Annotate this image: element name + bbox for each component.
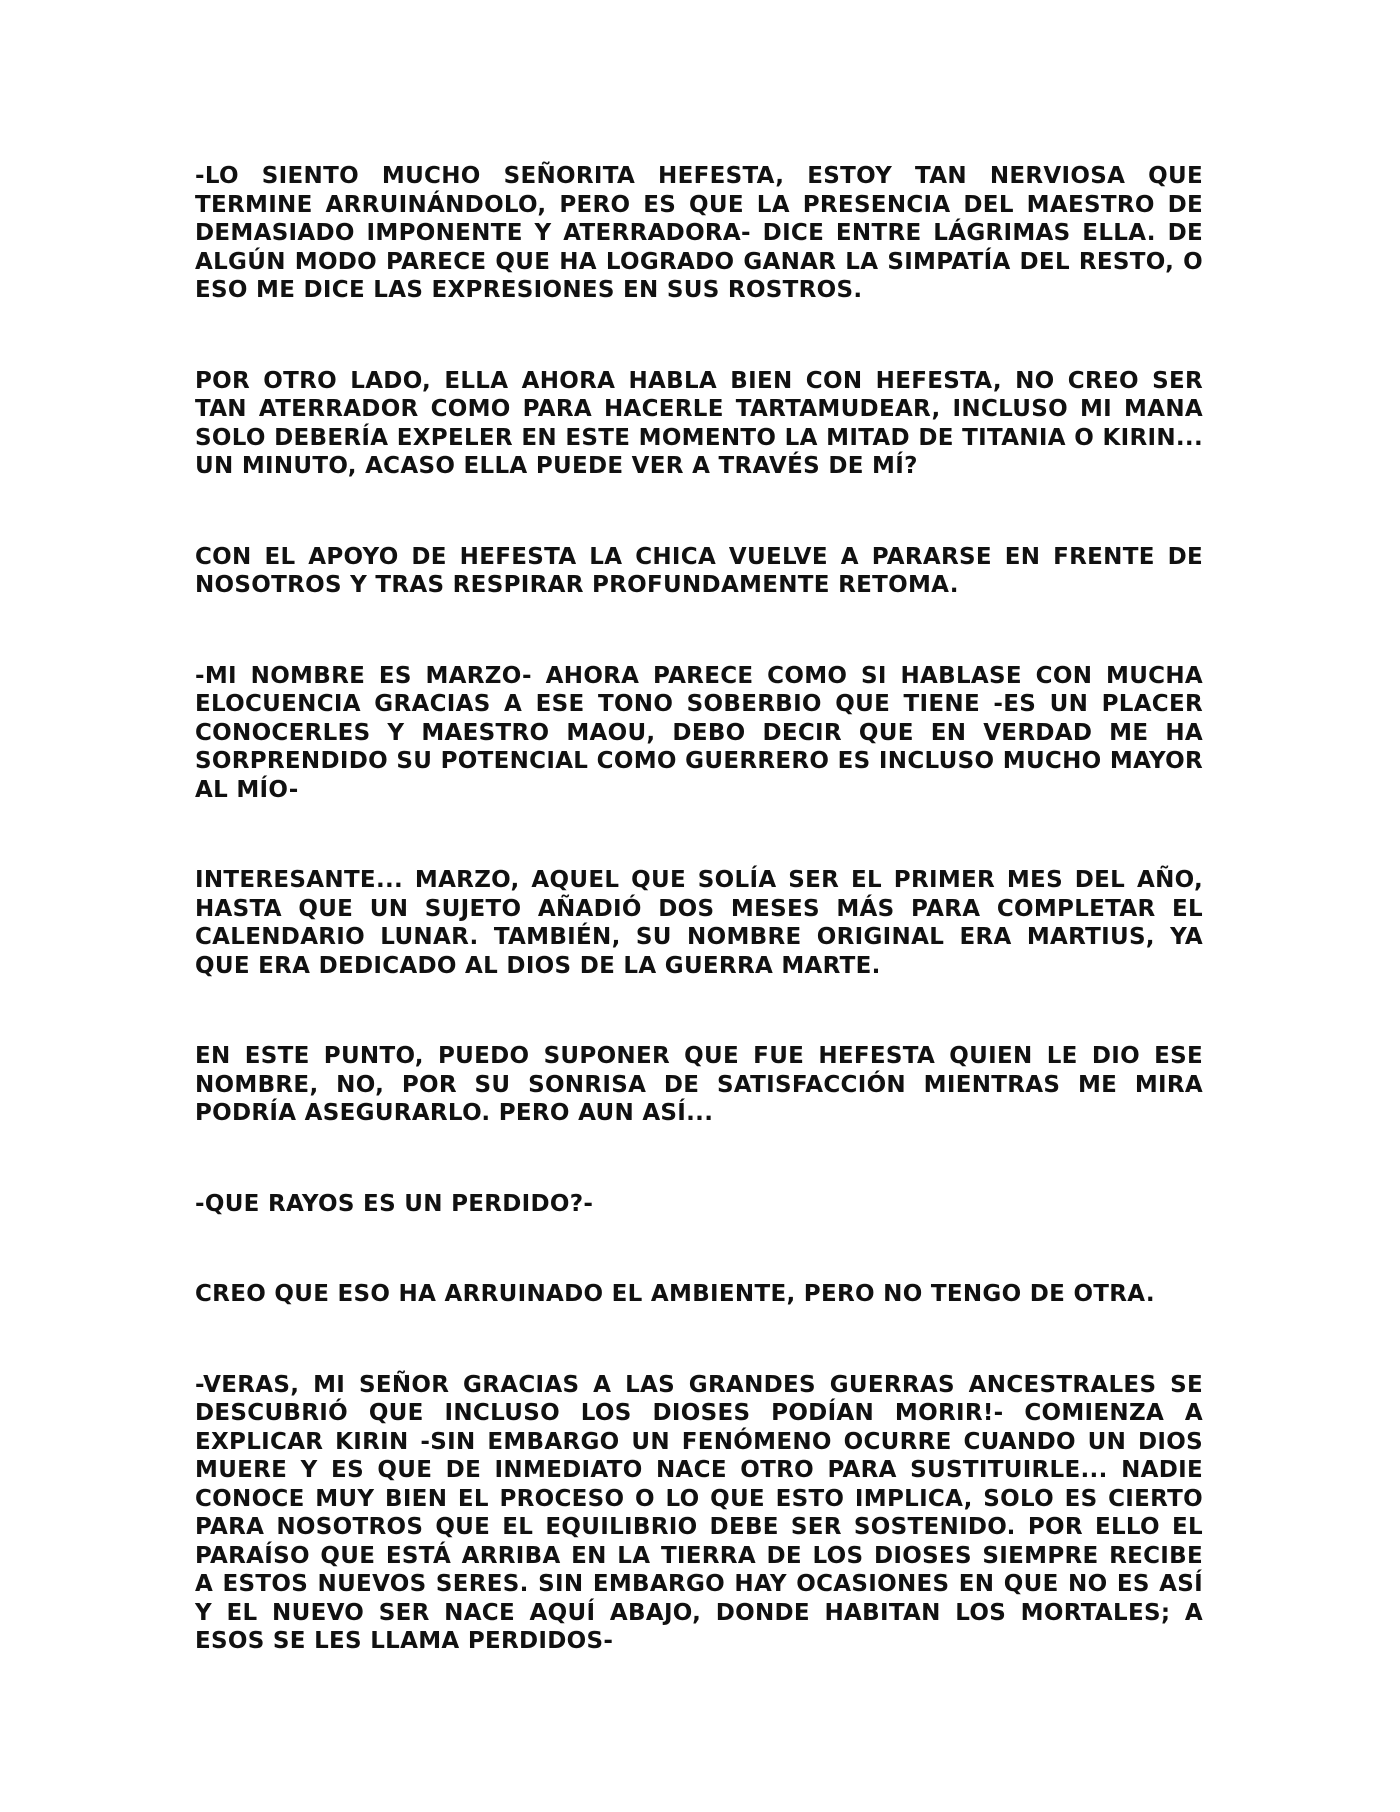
paragraph-7: -QUE RAYOS ES UN PERDIDO?-: [195, 1190, 594, 1217]
paragraph-5: INTERESANTE... MARZO, AQUEL QUE SOLÍA SER EL PRIMER MES DEL AÑO, HASTA QUE UN SUJETO AÑADIÓ DOS MESES MÁS PARA COMPLETAR EL CALENDARIO LUNAR. TAMBIÉN, SU NOMBRE ORIGINAL ERA MARTIUS, YA QUE ERA DEDICADO AL DIOS DE LA GUERRA MARTE.: [195, 867, 1203, 979]
paragraph-2: POR OTRO LADO, ELLA AHORA HABLA BIEN CON HEFESTA, NO CREO SER TAN ATERRADOR COMO PARA HACERLE TARTAMUDEAR, INCLUSO MI MANA SOLO DEBERÍA EXPELER EN ESTE MOMENTO LA MITAD DE TITANIA O KIRIN... UN MINUTO, ACASO ELLA PUEDE VER A TRAVÉS DE MÍ?: [195, 367, 1203, 479]
paragraph-3: CON EL APOYO DE HEFESTA LA CHICA VUELVE A PARARSE EN FRENTE DE NOSOTROS Y TRAS RESPIRAR PROFUNDAMENTE RETOMA.: [195, 543, 1203, 598]
document-page: [195, 162, 1203, 1656]
paragraph-6: EN ESTE PUNTO, PUEDO SUPONER QUE FUE HEFESTA QUIEN LE DIO ESE NOMBRE, NO, POR SU SONRISA DE SATISFACCIÓN MIENTRAS ME MIRA PODRÍA ASEGURARLO. PERO AUN ASÍ...: [195, 1043, 1203, 1126]
paragraph-1: -LO SIENTO MUCHO SEÑORITA HEFESTA, ESTOY TAN NERVIOSA QUE TERMINE ARRUINÁNDOLO, PERO ES QUE LA PRESENCIA DEL MAESTRO DE DEMASIADO IMPONENTE Y ATERRADORA- DICE ENTRE LÁGRIMAS ELLA. DE ALGÚN MODO PARECE QUE HA LOGRADO GANAR LA SIMPATÍA DEL RESTO, O ESO ME DICE LAS EXPRESIONES EN SUS ROSTROS.: [195, 163, 1203, 303]
paragraph-4: -MI NOMBRE ES MARZO- AHORA PARECE COMO SI HABLASE CON MUCHA ELOCUENCIA GRACIAS A ESE TONO SOBERBIO QUE TIENE -ES UN PLACER CONOCERLES Y MAESTRO MAOU, DEBO DECIR QUE EN VERDAD ME HA SORPRENDIDO SU POTENCIAL COMO GUERRERO ES INCLUSO MUCHO MAYOR AL MÍO-: [195, 662, 1203, 803]
paragraph-9: -VERAS, MI SEÑOR GRACIAS A LAS GRANDES GUERRAS ANCESTRALES SE DESCUBRIÓ QUE INCLUSO LOS DIOSES PODÍAN MORIR!- COMIENZA A EXPLICAR KIRIN -SIN EMBARGO UN FENÓMENO OCURRE CUANDO UN DIOS MUERE Y ES QUE DE INMEDIATO NACE OTRO PARA SUSTITUIRLE... NADIE CONOCE MUY BIEN EL PROCESO O LO QUE ESTO IMPLICA, SOLO ES CIERTO PARA NOSOTROS QUE EL EQUILIBRIO DEBE SER SOSTENIDO. POR ELLO EL PARAÍSO QUE ESTÁ ARRIBA EN LA TIERRA DE LOS DIOSES SIEMPRE RECIBE A ESTOS NUEVOS SERES. SIN EMBARGO HAY OCASIONES EN QUE NO ES ASÍ Y EL NUEVO SER NACE AQUÍ ABAJO, DONDE HABITAN LOS MORTALES; A ESOS SE LES LLAMA PERDIDOS-: [195, 1371, 1203, 1654]
paragraph-8: CREO QUE ESO HA ARRUINADO EL AMBIENTE, PERO NO TENGO DE OTRA.: [195, 1281, 1155, 1307]
